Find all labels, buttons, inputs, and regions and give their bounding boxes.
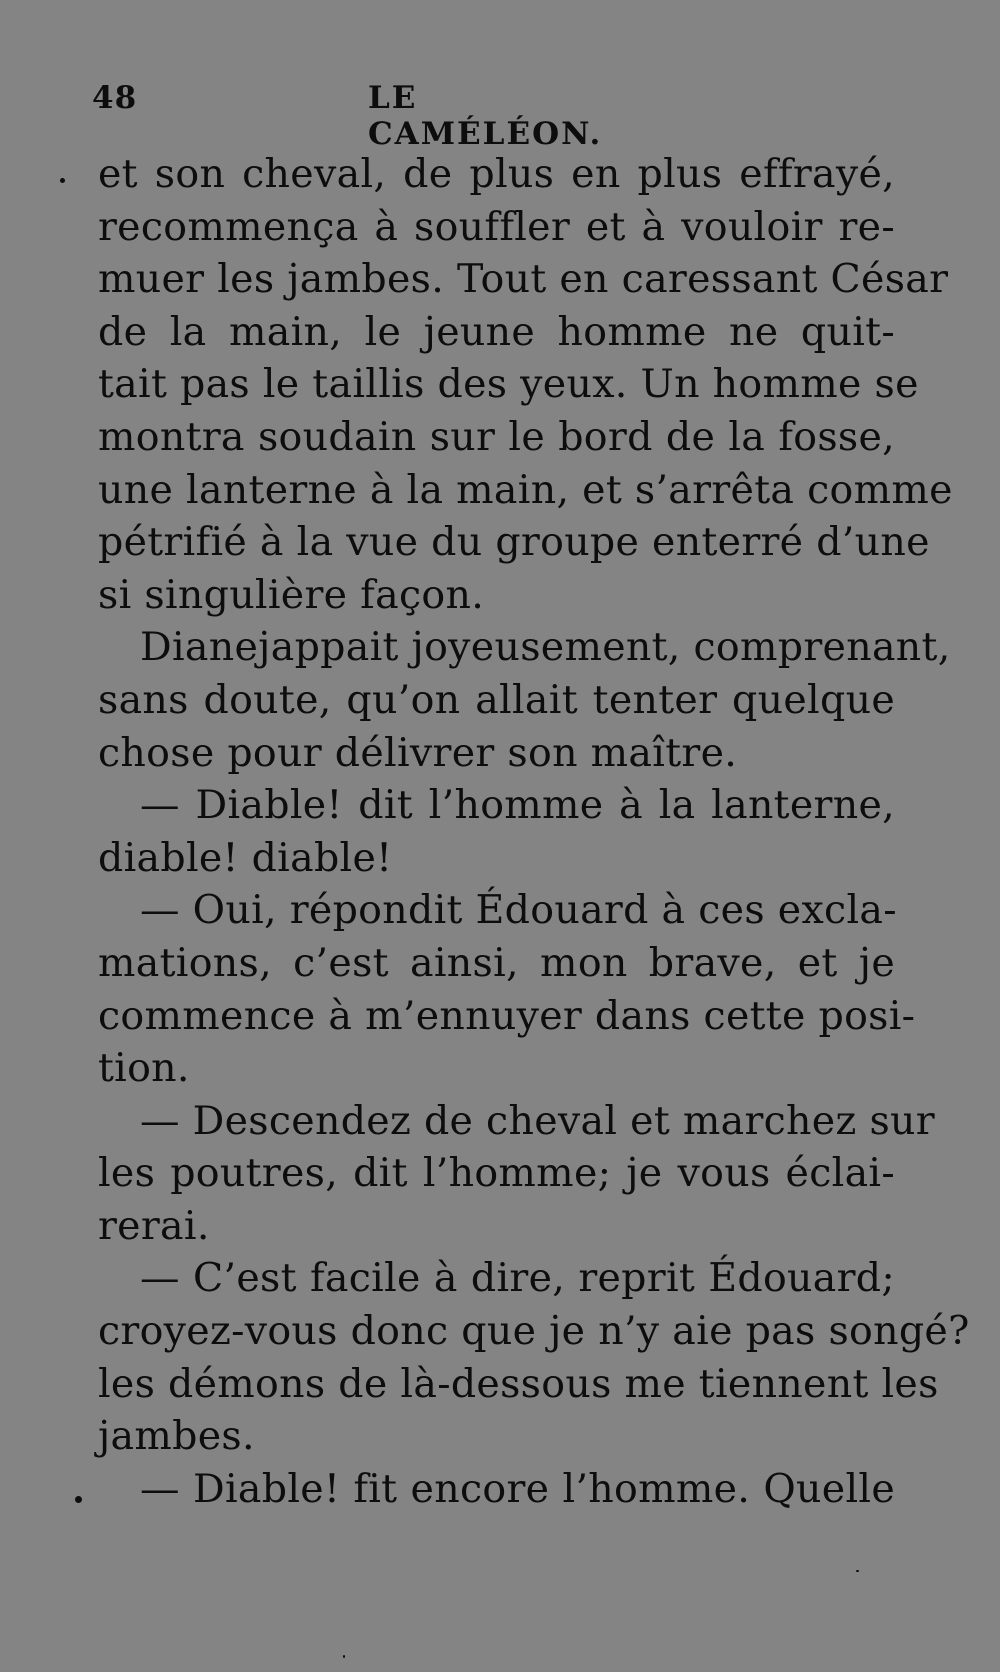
text-line: les démons de là-dessous me tiennent les — [98, 1360, 939, 1407]
text-line: mations, c’est ainsi, mon brave, et je — [98, 939, 895, 986]
text-line: muer les jambes. Tout en caressant César — [98, 256, 949, 303]
text-line: — Descendez de cheval et marchez sur — [140, 1097, 935, 1144]
text-line: sans doute, qu’on allait tenter quelque — [98, 676, 895, 723]
text-line: — Diable! fit encore l’homme. Quelle — [140, 1465, 895, 1512]
text-line: les poutres, dit l’homme; je vous éclai- — [98, 1150, 895, 1197]
scan-speck — [343, 1655, 345, 1658]
text-line: recommença à souffler et à vouloir re- — [98, 203, 895, 250]
text-line: tion. — [98, 1045, 190, 1092]
text-line: — Oui, répondit Édouard à ces excla- — [140, 887, 897, 934]
text-line: chose pour délivrer son maître. — [98, 729, 738, 776]
text-line: rerai. — [98, 1202, 210, 1249]
text-line: et son cheval, de plus en plus effrayé, — [98, 151, 895, 197]
text-line: une lanterne à la main, et s’arrêta comme — [98, 466, 953, 513]
page-header — [92, 80, 620, 152]
body-text — [98, 148, 970, 1515]
text-line: si singulière façon. — [98, 571, 485, 618]
running-title: LE CAMÉLÉON. — [368, 80, 603, 152]
text-line: — C’est facile à dire, reprit Édouard; — [140, 1255, 895, 1302]
text-line: tait pas le taillis des yeux. Un homme se — [98, 361, 919, 408]
scan-speck — [856, 1570, 859, 1572]
text-line: — Diable! dit l’homme à la lanterne, — [140, 782, 895, 829]
text-line: pétrifié à la vue du groupe enterré d’une — [98, 519, 930, 566]
scan-speck — [75, 1496, 82, 1503]
text-line: commence à m’ennuyer dans cette posi- — [98, 992, 916, 1039]
text-line: croyez-vous donc que je n’y aie pas songé? — [98, 1308, 970, 1355]
text-line: diable! diable! — [98, 834, 393, 881]
text-line: montra soudain sur le bord de la fosse, — [98, 413, 895, 460]
scan-speck — [60, 178, 65, 183]
text-line: de la main, le jeune homme ne quit- — [98, 308, 895, 355]
text-line: Dianejappait joyeusement, comprenant, — [140, 624, 951, 671]
page-number: 48 — [92, 80, 138, 116]
text-line: jambes. — [98, 1413, 255, 1460]
